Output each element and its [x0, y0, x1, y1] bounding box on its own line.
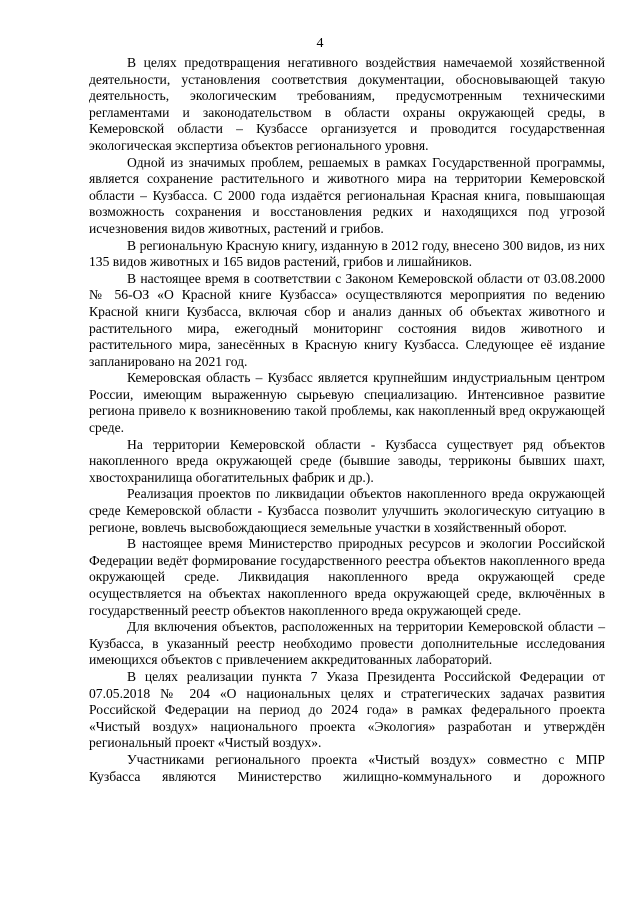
paragraph-state-eco-expertise: В целях предотвращения негативного воздействия намечаемой хозяйственной деятельности, установления соответствия документации, обосновывающей такую деятельность, экологическим требованиям, предусмотренным техническими регламентами и законодательством в области охраны окружающей среды, в Кемеровской области – Кузбассе организуется и проводится государственная экологическая экспертиза объектов регионального уровня.: [89, 55, 605, 153]
paragraph-industrial-center: Кемеровская область – Кузбасс является крупнейшим индустриальным центром России, имеющим выраженную сырьевую специализацию. Интенсивное развитие региона привело к возникновению такой проблемы, как накопленный вред окружающей среде.: [89, 370, 605, 436]
page-number: 4: [316, 36, 324, 51]
paragraph-liquidation-projects: Реализация проектов по ликвидации объектов накопленного вреда окружающей среде Кемеровской области - Кузбасса позволит улучшить экологическую ситуацию в регионе, вовлечь высвобождающиеся земельные участки в хозяйственный оборот.: [89, 486, 605, 535]
paragraph-state-registry: В настоящее время Министерство природных ресурсов и экологии Российской Федерации ведёт формирование государственного реестра объектов накопленного вреда окружающей среде. Ликвидация накопленного вреда окружающей среде осуществляется на объектах накопленного вреда окружающей среде, включённых в государственный реестр объектов накопленного вреда окружающей среде.: [89, 536, 605, 618]
paragraph-clean-air-participants: Участниками регионального проекта «Чистый воздух» совместно с МПР Кузбасса являются Министерство жилищно-коммунального и дорожного: [89, 751, 605, 784]
paragraph-red-book-law: В настоящее время в соответствии с Законом Кемеровской области от 03.08.2000 № 56-ОЗ «О Красной книге Кузбасса» осуществляются мероприятия по ведению Красной книги Кузбасса, включая сбор и анализ данных об объектах животного и растительного мира, ежегодный мониторинг состояния видов животного и растительного мира, занесённых в Красную книгу Кузбасса. Следующее её издание запланировано на 2021 год.: [89, 270, 605, 369]
paragraph-accumulated-harm-objects: На территории Кемеровской области - Кузбасса существует ряд объектов накопленного вреда окружающей среде (бывшие заводы, терриконы бывших шахт, хвостохранилища обогатительных фабрик и др.).: [89, 436, 605, 485]
paragraph-registry-inclusion: Для включения объектов, расположенных на территории Кемеровской области – Кузбасса, в указанный реестр необходимо провести дополнительные исследования имеющихся объектов с привлечением аккредитованных лабораторий.: [89, 619, 605, 668]
paragraph-red-book-2012: В региональную Красную книгу, изданную в 2012 году, внесено 300 видов, из них 135 видов животных и 165 видов растений, грибов и лишайников.: [89, 237, 605, 270]
paragraph-clean-air-project: В целях реализации пункта 7 Указа Президента Российской Федерации от 07.05.2018 № 204 «О национальных целях и стратегических задачах развития Российской Федерации на период до 2024 года» в рамках федерального проекта «Чистый воздух» национального проекта «Экология» разработан и утверждён региональный проект «Чистый воздух».: [89, 668, 605, 751]
document-body: [89, 55, 605, 785]
paragraph-red-book-program: Одной из значимых проблем, решаемых в рамках Государственной программы, является сохранение растительного и животного мира на территории Кемеровской области – Кузбасса. С 2000 года издаётся региональная Красная книга, повышающая возможность сохранения и восстановления редких и находящихся под угрозой исчезновения видов животных, растений и грибов.: [89, 154, 605, 236]
